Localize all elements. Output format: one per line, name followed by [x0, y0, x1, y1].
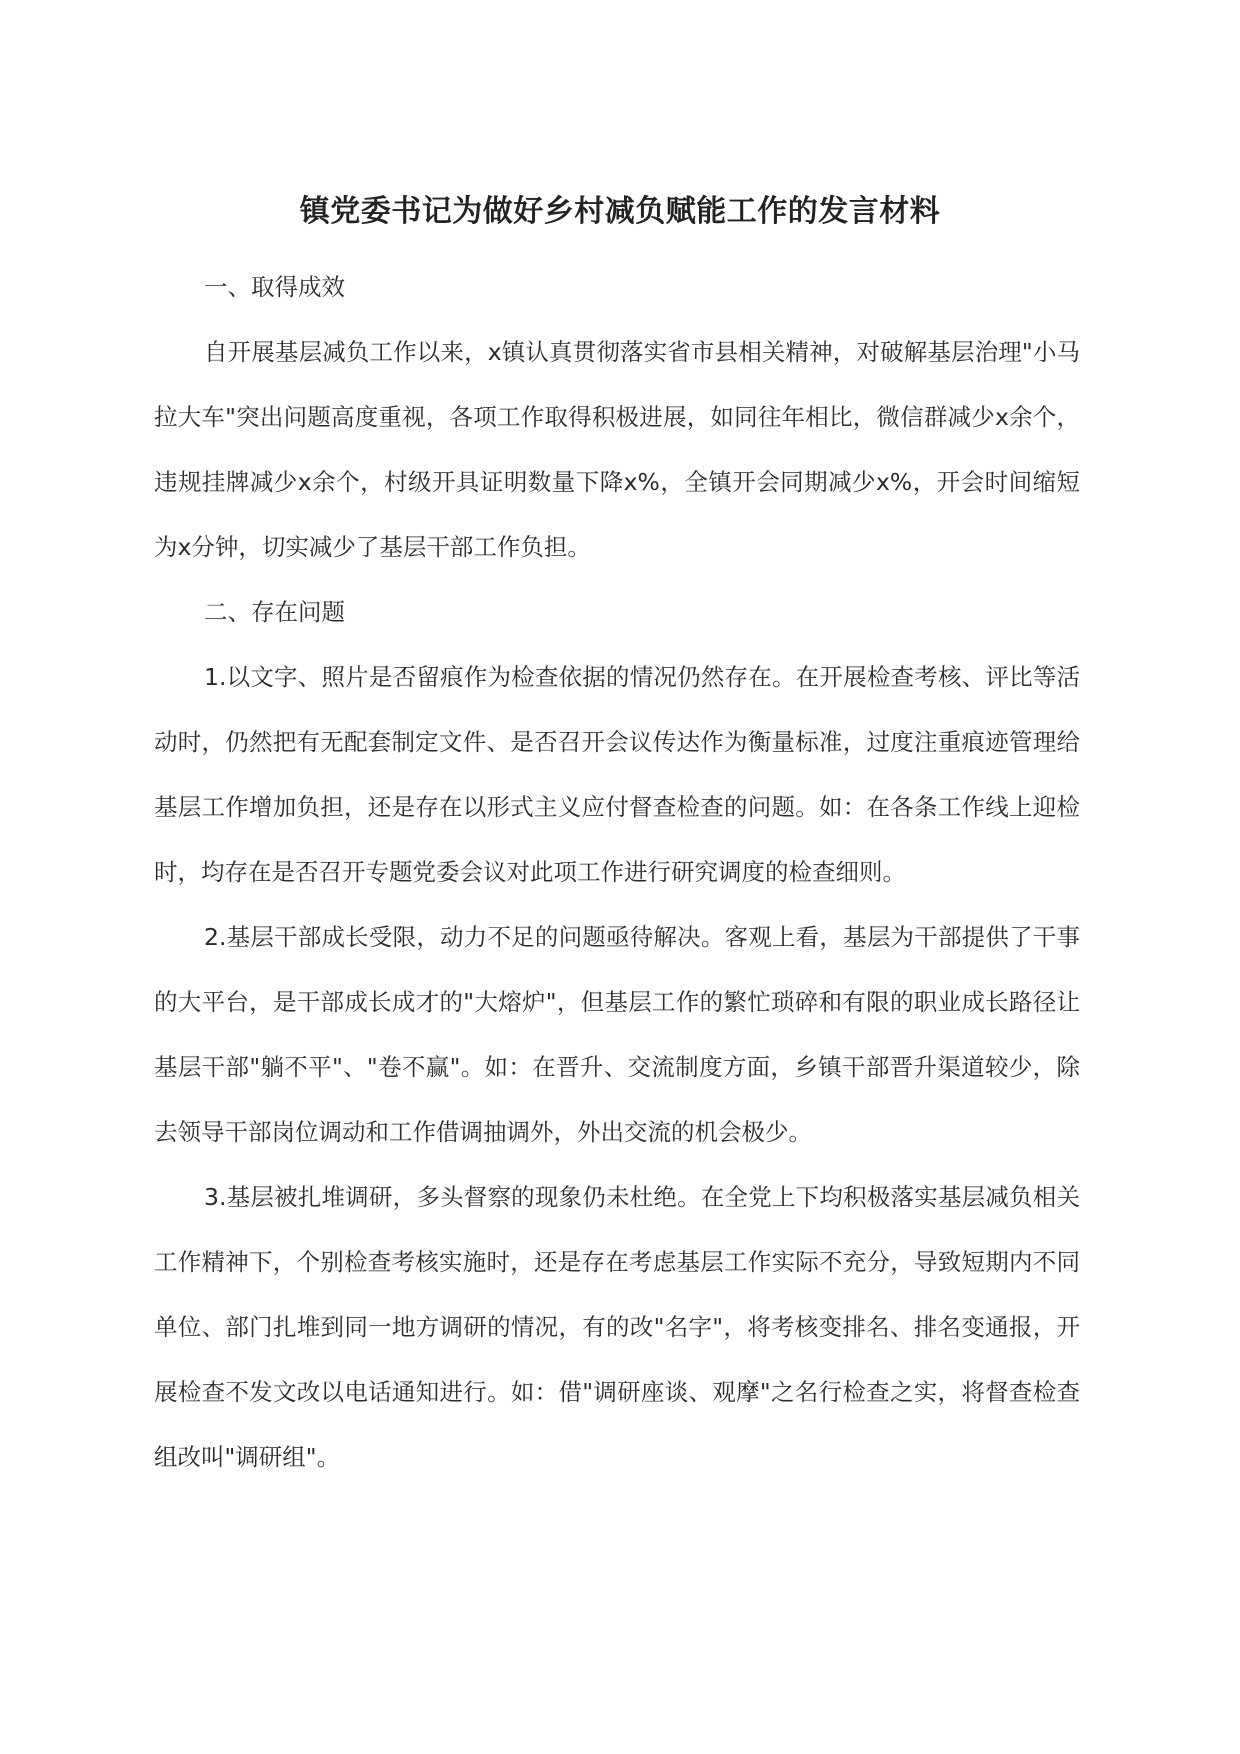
section-heading-achievements: 一、取得成效	[204, 273, 345, 301]
paragraph-problem-1: 1.以文字、照片是否留痕作为检查依据的情况仍然存在。在开展检查考核、评比等活动时，仍然把有无配套制定文件、是否召开会议传达作为衡量标准，过度注重痕迹管理给基层工作增加负担，还是存在以形式主义应付督查检查的问题。如：在各条工作线上迎检时，均存在是否召开专题党委会议对此项工作进行研究调度的检查细则。	[154, 663, 1080, 886]
paragraph-achievements: 自开展基层减负工作以来，x镇认真贯彻落实省市县相关精神，对破解基层治理"小马拉大车"突出问题高度重视，各项工作取得积极进展，如同往年相比，微信群减少x余个，违规挂牌减少x余个，村级开具证明数量下降x%，全镇开会同期减少x%，开会时间缩短为x分钟，切实减少了基层干部工作负担。	[154, 338, 1080, 561]
paragraph-problem-3: 3.基层被扎堆调研，多头督察的现象仍未杜绝。在全党上下均积极落实基层减负相关工作精神下，个别检查考核实施时，还是存在考虑基层工作实际不充分，导致短期内不同单位、部门扎堆到同一地方调研的情况，有的改"名字"，将考核变排名、排名变通报，开展检查不发文改以电话通知进行。如：借"调研座谈、观摩"之名行检查之实，将督查检查组改叫"调研组"。	[154, 1183, 1080, 1471]
document-title: 镇党委书记为做好乡村减负赋能工作的发言材料	[299, 194, 941, 229]
paragraph-problem-2: 2.基层干部成长受限，动力不足的问题亟待解决。客观上看，基层为干部提供了干事的大平台，是干部成长成才的"大熔炉"，但基层工作的繁忙琐碎和有限的职业成长路径让基层干部"躺不平"、"卷不赢"。如：在晋升、交流制度方面，乡镇干部晋升渠道较少，除去领导干部岗位调动和工作借调抽调外，外出交流的机会极少。	[154, 923, 1080, 1146]
section-heading-problems: 二、存在问题	[204, 598, 345, 626]
document-body	[154, 255, 1080, 1490]
